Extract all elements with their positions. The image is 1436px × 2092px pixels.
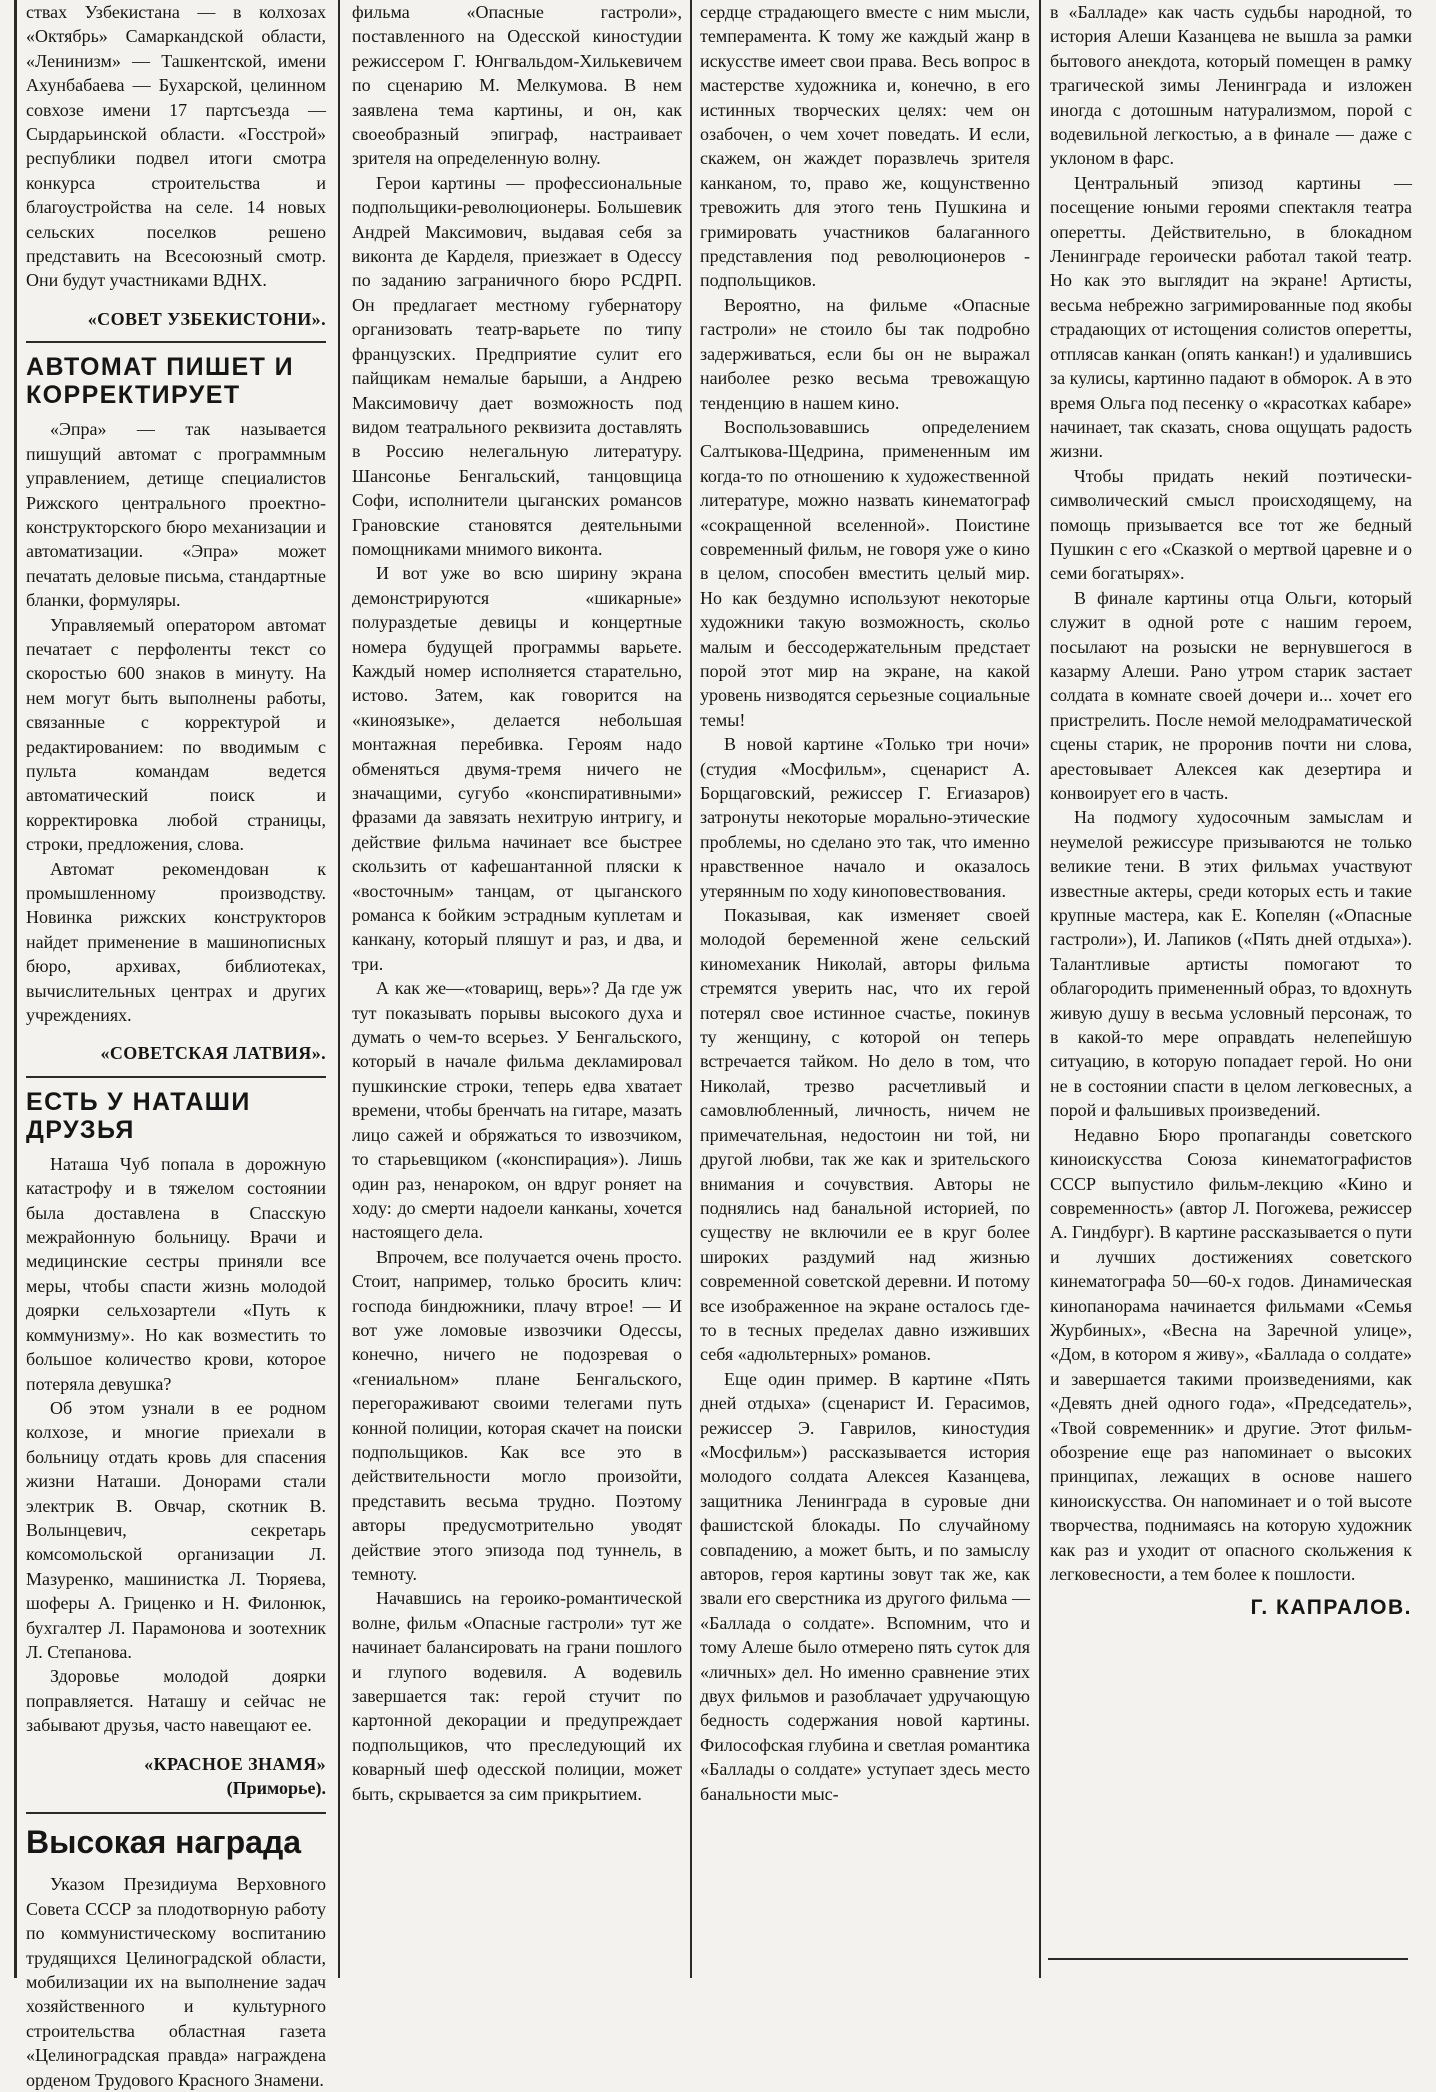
article-paragraph: И вот уже во всю ширину экрана демонстрируются «шикарные» полураздетые девицы и концертные номера будущей программы варьете. Каждый номер исполняется старательно, истово. Затем, как говорится на «киноязыке», делается небольшая монтажная перебивка. Героям надо обменяться двумя-тремя ничего не значащими, сугубо «конспиративными» фразами да завязать нехитрую интригу, и действие фильма начинает все быстрее скользить от кафешантанной пляски к «восточным» танцам, от цыганского романса к бойким эстрадным куплетам и канкану, который пляшут и раз, и два, и три.	[352, 563, 682, 974]
column-divider-3	[1039, 0, 1041, 1978]
article-paragraph: Наташа Чуб попала в дорожную катастрофу и в тяжелом состоянии была доставлена в Спасскую межрайонную больницу. Врачи и медицинские сестры приняли все меры, чтобы спасти жизнь молодой доярки сельхозартели «Путь к коммунизму». Но как возместить то большое количество крови, которое потеряла девушка?	[26, 1153, 326, 1394]
left-border-rule	[14, 0, 17, 1978]
article-paragraph: Чтобы придать некий поэтически-символический смысл происходящему, на помощь призывается все тот же бедный Пушкин с его «Сказкой о мертвой царевне и о семи богатырях».	[1050, 465, 1412, 584]
column-1	[26, 0, 326, 2090]
article-paragraph: Об этом узнали в ее родном колхозе, и многие приехали в больницу отдать кровь для спасения жизни Наташи. Донорами стали электрик В. Овчар, скотник В. Волынцевич, секретарь комсомольской организации Л. Мазуренко, машинистка Л. Тюряева, шоферы А. Гриценко и Н. Филонюк, бухгалтер Л. Парамонова и зоотехник Л. Степанова.	[26, 1397, 326, 1662]
article-headline-natasha: ЕСТЬ У НАТАШИ ДРУЗЬЯ	[26, 1087, 251, 1144]
article-paragraph: Недавно Бюро пропаганды советского киноискусства Союза кинематографистов СССР выпустило фильм-лекцию «Кино и современность» (автор Л. Погожева, режиссер А. Гиндбург). В картине рассказывается о пути и лучших достижениях советского кинематографа 50—60-х годов. Динамическая кинопанорама начинается фильмами «Семья Журбиных», «Весна на Заречной улице», «Дом, в котором я живу», «Баллада о солдате» и завершается такими произведениями, как «Девять дней одного года», «Председатель», «Твой современник» и другие. Этот фильм-обозрение еще раз напоминает о высоких принципах, лежащих в основе нашего киноискусства. Он напоминает и о той высоте творчества, поднимаясь на которую художник как раз и уходит от опасного скольжения к легковесности, а тем более к пошлости.	[1050, 1124, 1412, 1584]
article-paragraph: Центральный эпизод картины — посещение юными героями спектакля театра оперетты. Действительно, в блокадном Ленинграде героически работал такой театр. Но как это выглядит на экране! Артисты, весьма небрежно загримированные под якобы страдающих от истощения солистов оперетты, отплясав канкан (опять канкан!) и удалившись за кулисы, картинно падают в обморок. А в это время Ольга под песенку о «красотках кабаре» начинает, так сказать, снова ощущать радость жизни.	[1050, 172, 1412, 462]
column-3	[700, 0, 1030, 1978]
article-headline-award: Высокая награда	[26, 1824, 302, 1861]
article-paragraph: Управляемый оператором автомат печатает с перфоленты текст со скоростью 600 знаков в минуту. На нем могут быть выполнены работы, связанные с корректурой и редактированием: по вводимым с пульта командам ведется автоматический поиск и корректировка любой страницы, строки, предложения, слова.	[26, 614, 326, 855]
article-paragraph: фильма «Опасные гастроли», поставленного на Одесской киностудии режиссером Г. Юнгвальдом-Хилькевичем по сценарию М. Мелкумова. В нем заявлена тема картины, и он, как своеобразный эпиграф, настраивает зрителя на определенную волну.	[352, 2, 682, 169]
article-paragraph: Еще один пример. В картине «Пять дней отдыха» (сценарист И. Герасимов, режиссер Э. Гаврилов, киностудия «Мосфильм») рассказывается история молодого солдата Алексея Казанцева, защитника Ленинграда в суровые дни фашистской блокады. По случайному совпадению, а может быть, и по замыслу авторов, героя картины зовут так же, как звали его сверстника из другого фильма — «Баллада о солдате». Вспомним, что и тому Алеше было отмерено пять суток для «личных» дел. Но именно сравнение этих двух фильмов и разоблачает удручающую бедность содержания новой картины. Философская глубина и светлая романтика «Баллады о солдате» уступает здесь место банальности мыс-	[700, 1368, 1030, 1804]
article-source: «КРАСНОЕ ЗНАМЯ»	[144, 1753, 326, 1774]
author-signature: Г. КАПРАЛОВ.	[1250, 1596, 1412, 1620]
column-divider-2	[690, 0, 692, 1978]
article-paragraph: А как же—«товарищ, верь»? Да где уж тут показывать порывы высокого духа и думать о чем-то всерьез. У Бенгальского, который в начале фильма декламировал пушкинские строки, теперь едва хватает времени, чтобы бренчать на гитаре, мазать лицо сажей и обряжаться то извозчиком, то старьевщиком («конспирация»). Лишь один раз, ненароком, он вдруг роняет на ходу: до смерти надоели канканы, хочется настоящего дела.	[352, 978, 682, 1243]
article-paragraph: Здоровье молодой доярки поправляется. Наташу и сейчас не забывают друзья, часто навещают ее.	[26, 1666, 326, 1736]
article-headline-automat: АВТОМАТ ПИШЕТ И КОРРЕКТИРУЕТ	[26, 353, 295, 410]
article-separator	[26, 1812, 326, 1814]
intro-source: «СОВЕТ УЗБЕКИСТОНИ».	[87, 308, 326, 329]
article-paragraph: Показывая, как изменяет своей молодой беременной жене сельский киномеханик Николай, авторы фильма стремятся уверить нас, что их герой потерял свое истинное счастье, покинув ту женщину, с которой он теперь встречается тайком. Но дело в том, что Николай, трезво расчетливый и самовлюбленный, личность, ничем не примечательная, недостоин ни той, ни другой любви, так же как и зрительского внимания и сочувствия. Авторы не поднялись над банальной историей, по существу не включили ее в круг более широких раздумий над жизнью современной советской деревни. И потому все изображенное на экране осталось где-то в тесных пределах давно изживших себя «адюльтерных» романов.	[700, 905, 1030, 1365]
article-paragraph: Автомат рекомендован к промышленному производству. Новинка рижских конструкторов найдет применение в машинописных бюро, архивах, библиотеках, вычислительных центрах и других учреждениях.	[26, 858, 326, 1026]
intro-paragraph: ствах Узбекистана — в колхозах «Октябрь» Самаркандской области, «Ленинизм» — Ташкентской, имени Ахунбабаева — Бухарской, целинном совхозе имени 17 партсъезда — Сырдарьинской области. «Госстрой» республики подвел итоги смотра конкурса строительства и благоустройства на селе. 14 новых сельских поселков решено представить на Всесоюзный смотр. Они будут участниками ВДНХ.	[26, 2, 326, 291]
article-paragraph: Впрочем, все получается очень просто. Стоит, например, только бросить клич: господа биндюжники, плачу втрое! — И вот уже ломовые извозчики Одессы, конечно, ничего не подозревая о «гениальном» плане Бенгальского, перегораживают своими телегами путь конной полиции, которая скачет на поиски подпольщиков. Как все это в действительности могло произойти, представить весьма трудно. Поэтому авторы предусмотрительно уводят действие этого эпизода под туннель, в темноту.	[352, 1246, 682, 1584]
article-source: «СОВЕТСКАЯ ЛАТВИЯ».	[100, 1043, 326, 1064]
article-separator	[26, 1076, 326, 1078]
article-paragraph: сердце страдающего вместе с ним мысли, темперамента. К тому же каждый жанр в искусстве имеет свои права. Весь вопрос в мастерстве художника и, конечно, в его истинных творческих целях: чем он озабочен, о чем хочет поведать. И если, скажем, он жаждет поразвлечь зрителя канканом, то, право же, кощунственно тревожить для этого тень Пушкина и гримировать участников балаганного представления под революционеров - подпольщиков.	[700, 2, 1030, 291]
article-paragraph: На подмогу худосочным замыслам и неумелой режиссуре призываются не только великие тени. В этих фильмах участвуют известные актеры, среди которых есть и такие крупные мастера, как Е. Копелян («Опасные гастроли»), И. Лапиков («Пять дней отдыха»). Талантливые артисты помогают то облагородить примененный образ, то вдохнуть живую душу в весьма условный персонаж, то в какой-то мере оправдать нелепейшую ситуацию, в которую попадает герой. Но они не в состоянии спасти в целом легковесных, а порой и фальшивых произведений.	[1050, 807, 1412, 1121]
column-2	[352, 0, 682, 1978]
column-4	[1050, 0, 1412, 1950]
article-paragraph: Начавшись на героико-романтической волне, фильм «Опасные гастроли» тут же начинает балансировать на грани пошлого и глупого водевиля. А водевиль завершается так: герой стучит по картонной декорации и предупреждает подпольщиков, что преследующий их коварный шеф одесской полиции, может быть, скрывается за сим прикрытием.	[352, 1588, 682, 1804]
column-divider-1	[338, 0, 340, 1978]
article-separator	[26, 341, 326, 343]
article-paragraph: в «Балладе» как часть судьбы народной, то история Алеши Казанцева не вышла за рамки бытового анекдота, который помещен в рамку трагической зимы Ленинграда и изложен иногда с дотошным натурализмом, порой с водевильной легкостью, а в финале — даже с уклоном в фарс.	[1050, 2, 1412, 169]
article-source-region: (Приморье).	[226, 1778, 326, 1798]
article-paragraph: «Эпра» — так называется пишущий автомат с программным управлением, детище специалистов Рижского центрального проектно-конструкторского бюро механизации и автоматизации. «Эпра» может печатать деловые письма, стандартные бланки, формуляры.	[26, 419, 326, 611]
article-paragraph: Воспользовавшись определением Салтыкова-Щедрина, примененным им когда-то по отношению к художественной литературе, можно назвать кинематограф «сокращенной вселенной». Поистине современный фильм, не говоря уже о кино в целом, способен вместить целый мир. Но как бездумно используют некоторые художники такую возможность, скольо малым и бессодержательным предстает порой этот мир на экране, на какой уровень низводятся серьезные социальные темы!	[700, 416, 1030, 730]
article-paragraph: Герои картины — профессиональные подпольщики-революционеры. Большевик Андрей Максимович, выдавая себя за виконта де Карделя, приезжает в Одессу по заданию заграничного бюро РСДРП. Он предлагает местному губернатору организовать театр-варьете по типу французских. Предприятие сулит его пайщикам немалые барыши, а Андрею Максимовичу дает возможность под видом театрального реквизита доставлять в Россию нелегальную литературу. Шансонье Бенгальский, танцовщица Софи, исполнители цыганских романсов Грановские становятся деятельными помощниками мнимого виконта.	[352, 172, 682, 559]
bottom-rule	[1048, 1958, 1408, 1960]
article-paragraph: В новой картине «Только три ночи» (студия «Мосфильм», сценарист А. Борщаговский, режиссер Г. Егиазаров) затронуты некоторые морально-этические проблемы, но сделано это так, что именно нравственное начало и оказалось утерянным по ходу киноповествования.	[700, 734, 1030, 901]
article-paragraph: Указом Президиума Верховного Совета СССР за плодотворную работу по коммунистическому воспитанию трудящихся Целиноградской области, мобилизации их на выполнение задач хозяйственного и культурного строительства областная газета «Целиноградская правда» награждена орденом Трудового Красного Знамени.	[26, 1874, 326, 2090]
article-paragraph: В финале картины отца Ольги, который служит в одной роте с нашим героем, посылают на розыски не вернувшегося в казарму Алеши. Рано утром старик застает солдата в комнате своей дочери и... хочет его пристрелить. После немой мелодраматической сцены старик, не проронив почти ни слова, арестовывает Алексея как дезертира и конвоирует его в часть.	[1050, 587, 1412, 803]
article-paragraph: Вероятно, на фильме «Опасные гастроли» не стоило бы так подробно задерживаться, если бы он не выражал наиболее резко весьма тревожащую тенденцию в нашем кино.	[700, 294, 1030, 413]
